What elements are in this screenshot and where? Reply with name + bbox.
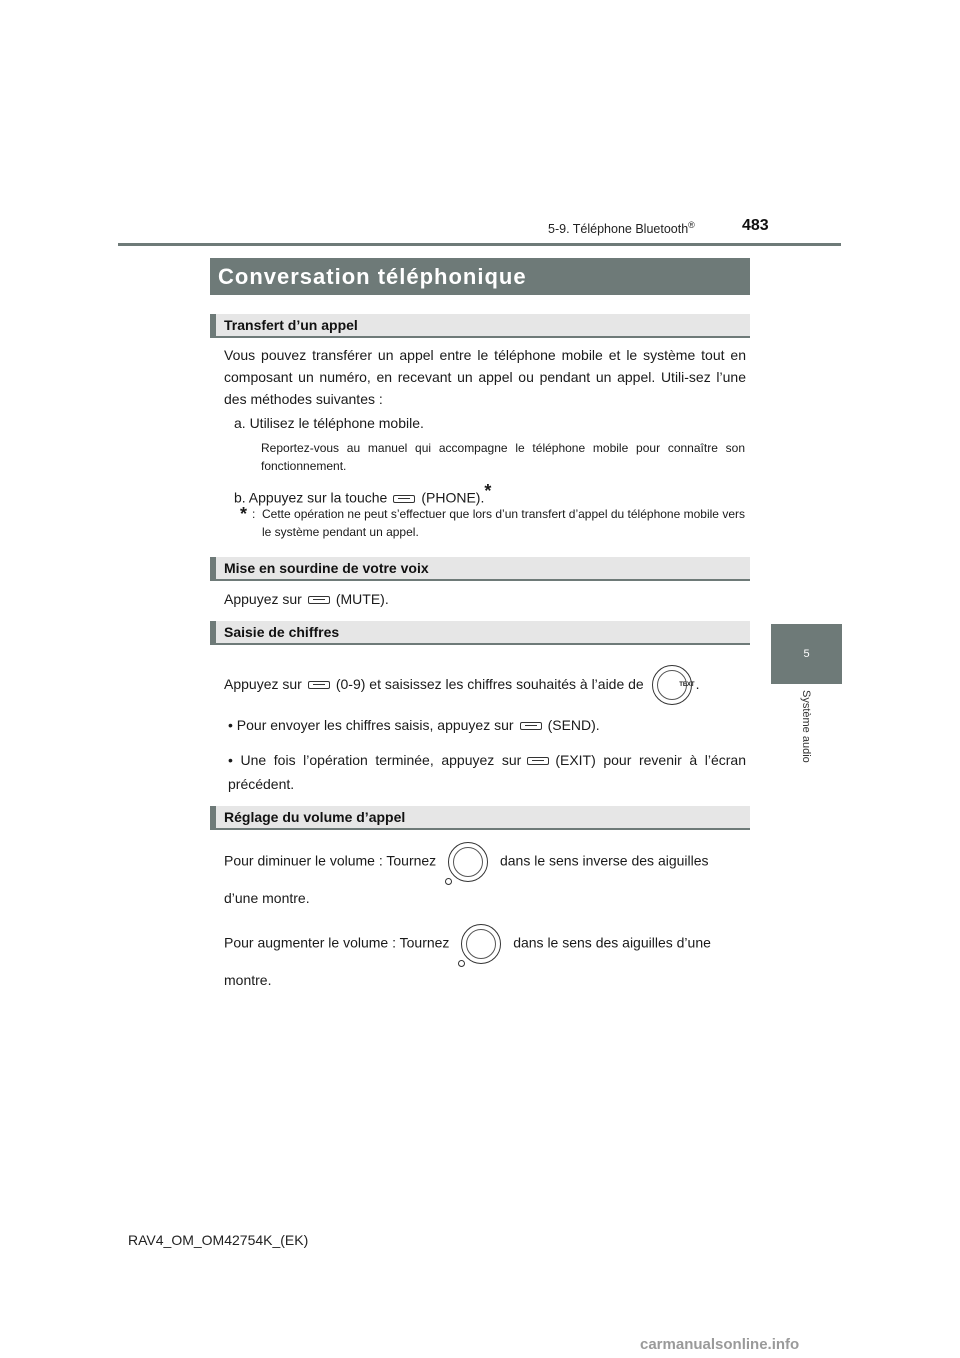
mute-key-icon <box>308 596 330 604</box>
option-a: a. Utilisez le téléphone mobile. <box>234 415 424 431</box>
tune-knob-icon: TEXT <box>652 665 692 705</box>
transfer-intro: Vous pouvez transférer un appel entre le téléphone mobile et le système tout en composant un numéro, en recevant un appel ou pendant un appel. Utili-sez l’une des méthodes suivantes : <box>224 347 746 407</box>
heading-volume: Réglage du volume d’appel <box>210 806 750 830</box>
heading-transfer: Transfert d’un appel <box>210 314 750 338</box>
heading-mute: Mise en sourdine de votre voix <box>210 557 750 581</box>
header-section: 5-9. Téléphone Bluetooth® <box>548 220 695 237</box>
volume-up-text: Pour augmenter le volume : Tournez dans le sens des aiguilles d’une montre. <box>224 924 746 996</box>
page-number: 483 <box>742 217 769 234</box>
footnote: * : Cette opération ne peut s’effectuer que lors d’un transfert d’appel du téléphone mobile vers le système pendant un appel. <box>240 504 745 539</box>
header-rule <box>118 243 841 246</box>
chapter-tab[interactable]: 5 <box>771 624 842 684</box>
footer-code: RAV4_OM_OM42754K_(EK) <box>128 1232 309 1248</box>
volume-knob-icon <box>461 924 501 964</box>
digits-bullet-send: • Pour envoyer les chiffres saisis, appuyez sur (SEND). <box>228 717 600 733</box>
mute-text: Appuyez sur (MUTE). <box>224 591 389 607</box>
digit-key-icon <box>308 681 330 689</box>
page-title: Conversation téléphonique <box>210 258 750 295</box>
option-b: b. Appuyez sur la touche (PHONE).* <box>234 481 492 506</box>
digits-bullet-exit: • Une fois l’opération terminée, appuyez sur (EXIT) pour revenir à l’écran précédent. <box>228 752 746 792</box>
volume-knob-icon <box>448 842 488 882</box>
option-a-note: Reportez-vous au manuel qui accompagne le téléphone mobile pour connaître son fonctionnement. <box>261 441 745 473</box>
watermark: carmanualsonline.info <box>640 1336 800 1353</box>
heading-digits: Saisie de chiffres <box>210 621 750 645</box>
chapter-tab-label: Système audio <box>800 690 812 763</box>
send-key-icon <box>520 722 542 730</box>
digits-text: Appuyez sur (0-9) et saisissez les chiffres souhaités à l’aide de TEXT . <box>224 656 746 712</box>
volume-down-text: Pour diminuer le volume : Tournez dans le sens inverse des aiguilles d’une montre. <box>224 842 746 914</box>
phone-key-icon <box>393 495 415 503</box>
exit-key-icon <box>527 757 549 765</box>
